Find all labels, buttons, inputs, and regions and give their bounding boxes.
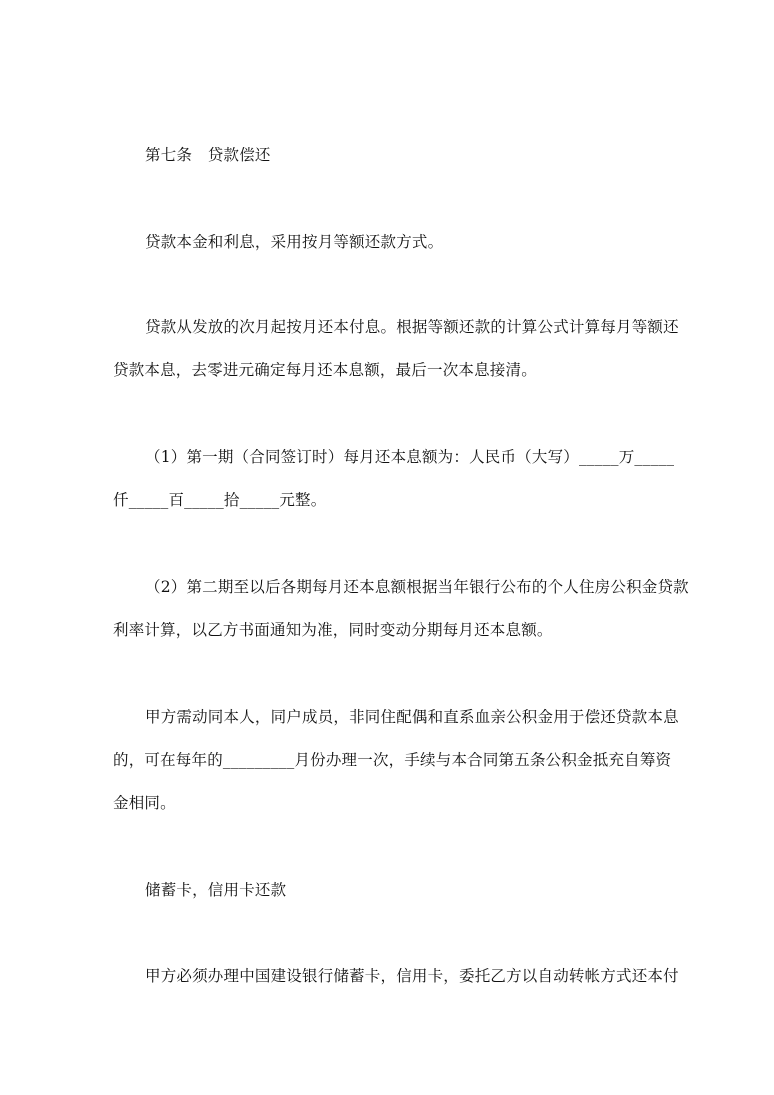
paragraph-repayment-method: 贷款本金和利息，采用按月等额还款方式。 — [145, 233, 444, 251]
paragraph-provident-fund-line-3: 金相同。 — [113, 794, 176, 812]
paragraph-provident-fund-line-1: 甲方需动同本人，同户成员，非同住配偶和直系血亲公积金用于偿还贷款本息 — [145, 708, 679, 726]
paragraph-first-period-line-2: 仟_____百_____拾_____元整。 — [113, 491, 327, 509]
paragraph-monthly-repayment-line-1: 贷款从发放的次月起按月还本付息。根据等额还款的计算公式计算每月等额还 — [145, 318, 679, 336]
paragraph-second-period-line-2: 利率计算，以乙方书面通知为准，同时变动分期每月还本息额。 — [113, 621, 553, 639]
paragraph-second-period-line-1: （2）第二期至以后各期每月还本息额根据当年银行公布的个人住房公积金贷款 — [145, 578, 689, 596]
article-heading: 第七条 贷款偿还 — [145, 146, 271, 164]
paragraph-monthly-repayment-line-2: 贷款本息，去零进元确定每月还本息额，最后一次本息接清。 — [113, 361, 537, 379]
section-heading-card-repayment: 储蓄卡，信用卡还款 — [145, 881, 287, 899]
paragraph-first-period-line-1: （1）第一期（合同签订时）每月还本息额为：人民币（大写）_____万_____ — [145, 448, 675, 466]
paragraph-provident-fund-line-2: 的，可在每年的_________月份办理一次，手续与本合同第五条公积金抵充自筹资 — [113, 751, 672, 769]
paragraph-card-repayment-line-1: 甲方必须办理中国建设银行储蓄卡，信用卡，委托乙方以自动转帐方式还本付 — [145, 967, 679, 985]
